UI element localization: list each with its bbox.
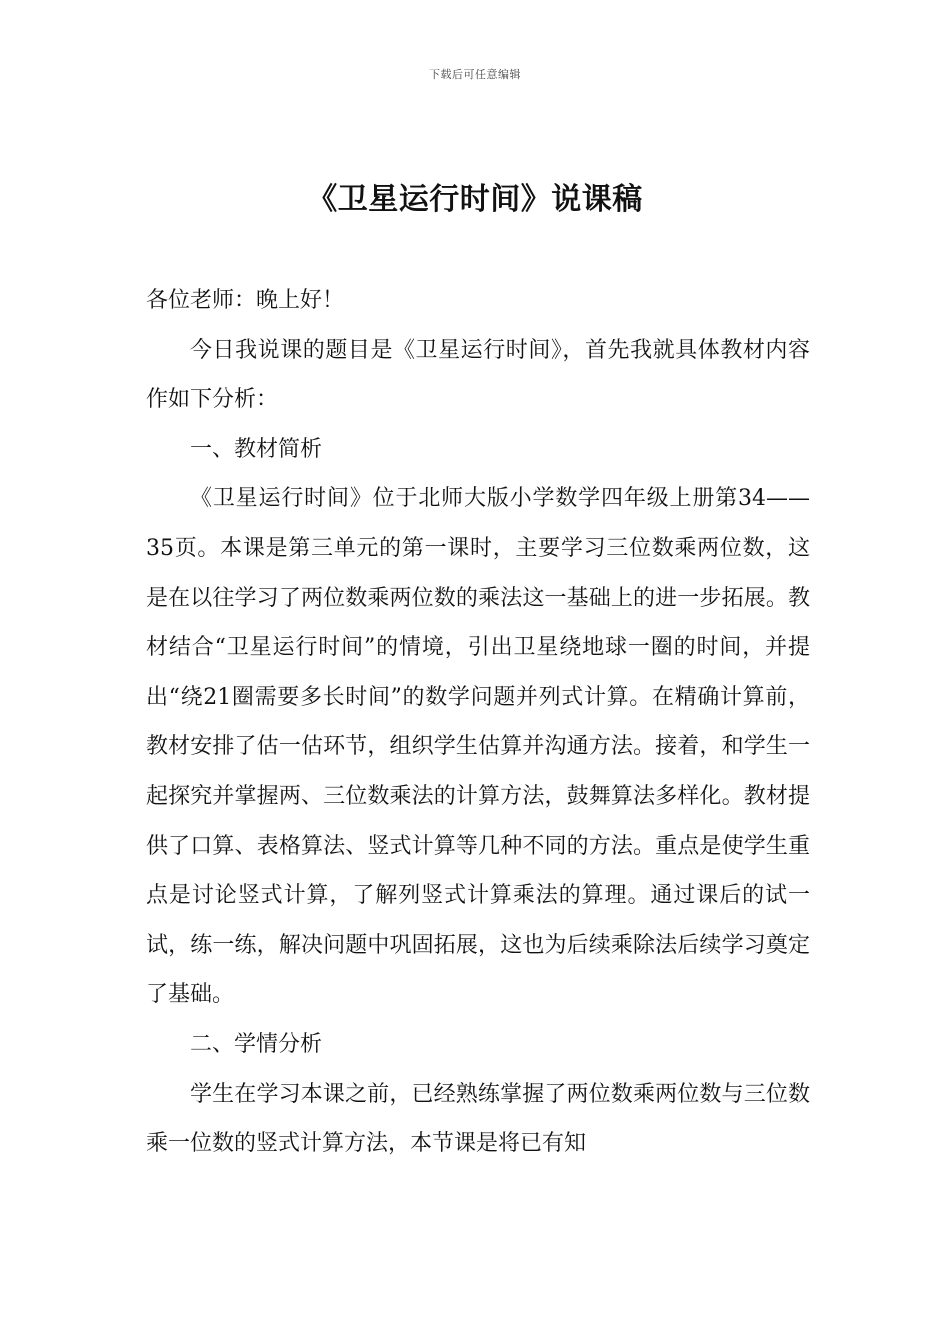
document-body [146,276,810,1169]
textbook-analysis-paragraph: 《卫星运行时间》位于北师大版小学数学四年级上册第34——35页。本课是第三单元的第一课时，主要学习三位数乘两位数，这是在以往学习了两位数乘两位数的乘法这一基础上的进一步拓展。教材结合“卫星运行时间”的情境，引出卫星绕地球一圈的时间，并提出“绕21圈需要多长时间”的数学问题并列式计算。在精确计算前，教材安排了估一估环节，组织学生估算并沟通方法。接着，和学生一起探究并掌握两、三位数乘法的计算方法，鼓舞算法多样化。教材提供了口算、表格算法、竖式计算等几种不同的方法。重点是使学生重点是讨论竖式计算，了解列竖式计算乘法的算理。通过课后的试一试，练一练，解决问题中巩固拓展，这也为后续乘除法后续学习奠定了基础。 [146,486,810,1008]
student-analysis-paragraph: 学生在学习本课之前，已经熟练掌握了两位数乘两位数与三位数乘一位数的竖式计算方法，本节课是将已有知 [146,1081,810,1157]
document-title: 《卫星运行时间》说课稿 [307,182,643,217]
greeting-paragraph: 各位老师：晚上好！ [146,288,345,313]
section-heading-textbook-analysis: 一、教材简析 [190,436,323,462]
intro-paragraph: 今日我说课的题目是《卫星运行时间》，首先我就具体教材内容作如下分析： [146,337,810,413]
section-heading-student-analysis: 二、学情分析 [190,1031,323,1057]
header-note: 下载后可任意编辑 [429,68,521,81]
